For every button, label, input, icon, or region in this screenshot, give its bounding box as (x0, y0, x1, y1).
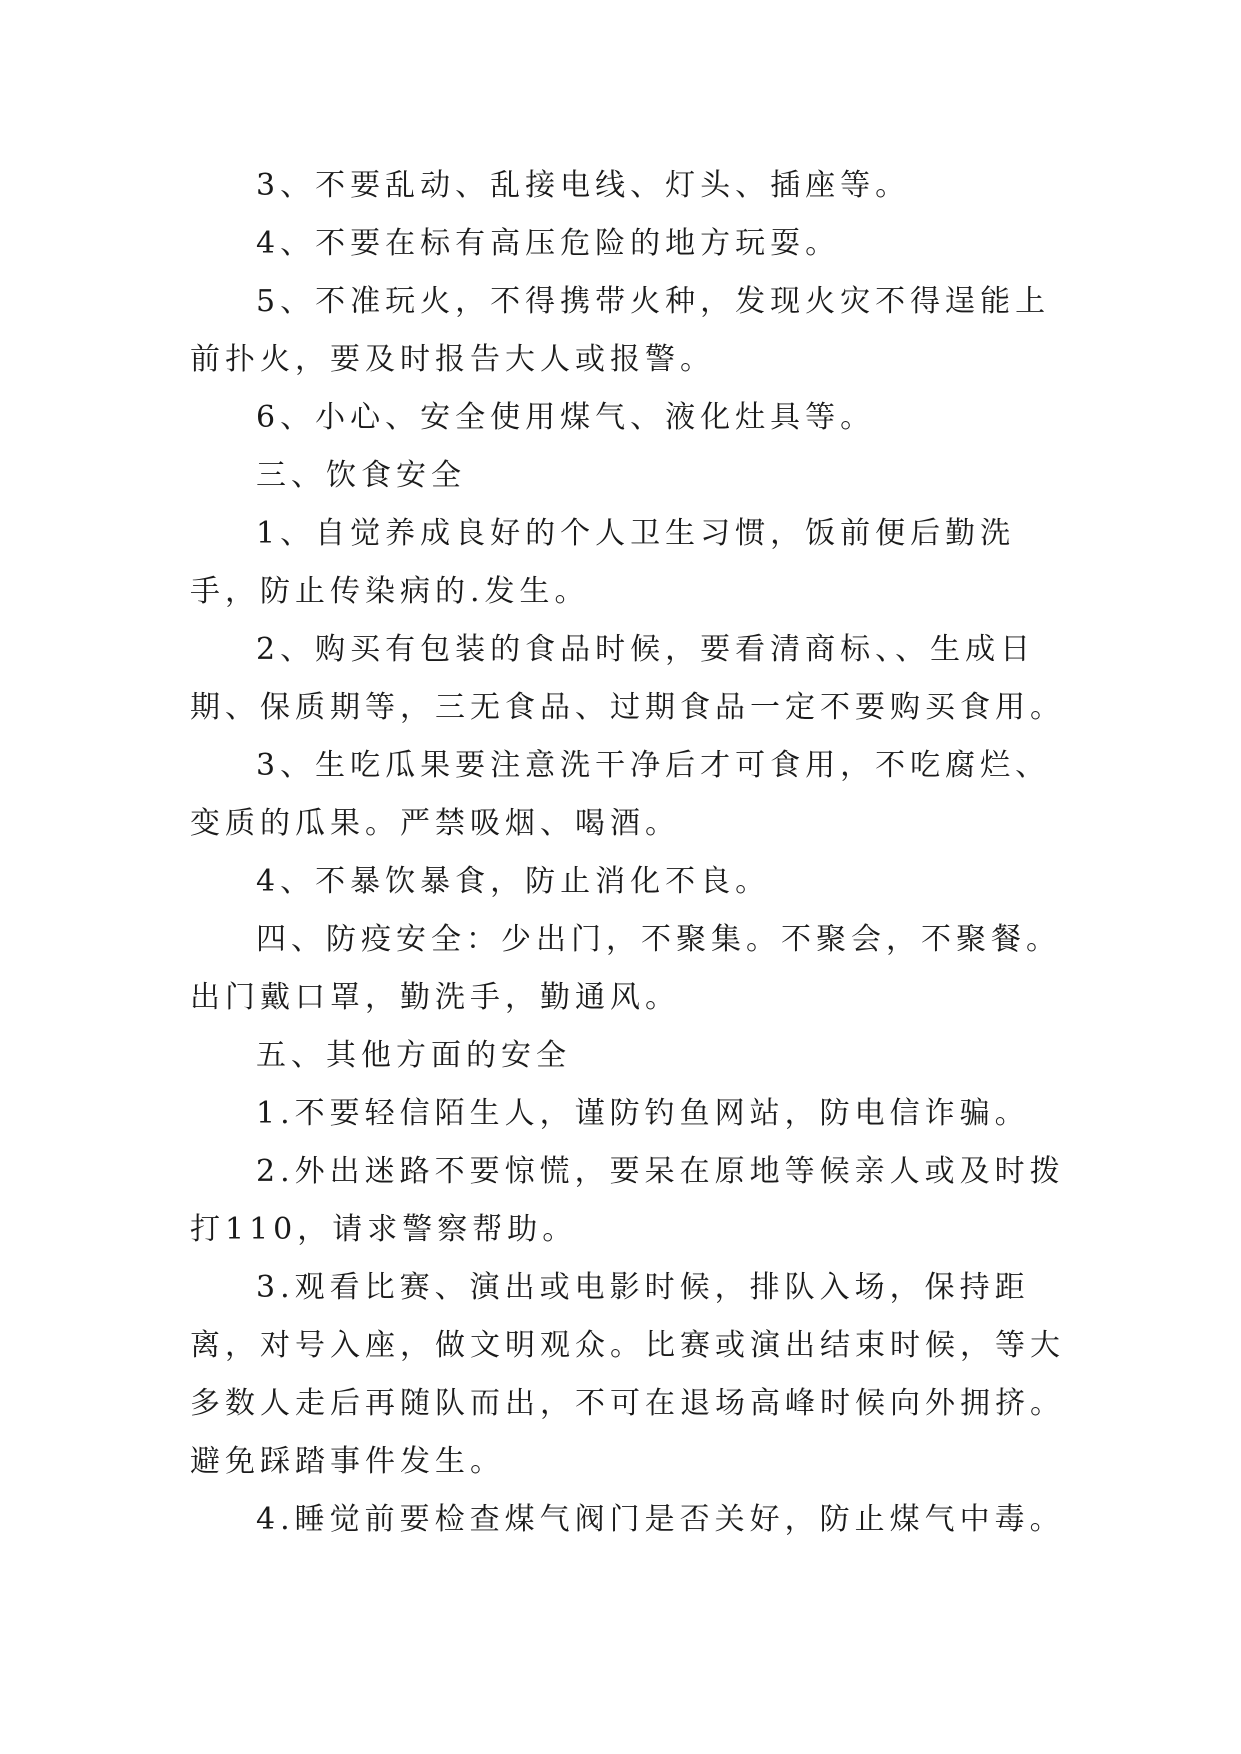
paragraph-lost: 2.外出迷路不要惊慌，要呆在原地等候亲人或及时拨打110，请求警察帮助。 (190, 1154, 1065, 1247)
paragraph-gas-valve: 4.睡觉前要检查煤气阀门是否关好，防止煤气中毒。 (256, 1502, 1065, 1537)
paragraph-fire: 5、不准玩火，不得携带火种，发现火灾不得逞能上前扑火，要及时报告大人或报警。 (190, 284, 1051, 377)
paragraph-strangers: 1.不要轻信陌生人，谨防钓鱼网站，防电信诈骗。 (256, 1096, 1030, 1131)
paragraph-hygiene: 1、自觉养成良好的个人卫生习惯，饭前便后勤洗手，防止传染病的.发生。 (190, 516, 1016, 609)
paragraph-events: 3.观看比赛、演出或电影时候，排队入场，保持距离，对号入座，做文明观众。比赛或演出结束时候，等大多数人走后再随队而出，不可在退场高峰时候向外拥挤。避免踩踏事件发生。 (190, 1270, 1065, 1479)
paragraph-fruit: 3、生吃瓜果要注意洗干净后才可食用，不吃腐烂、变质的瓜果。严禁吸烟、喝酒。 (190, 748, 1051, 841)
heading-food-safety: 三、饮食安全 (256, 458, 466, 493)
heading-epidemic-safety: 四、防疫安全：少出门，不聚集。不聚会，不聚餐。出门戴口罩，勤洗手，勤通风。 (190, 922, 1061, 1015)
paragraph-high-voltage: 4、不要在标有高压危险的地方玩耍。 (256, 226, 841, 261)
paragraph-gas-stove: 6、小心、安全使用煤气、液化灶具等。 (256, 400, 876, 435)
paragraph-packaged-food: 2、购买有包装的食品时候，要看清商标、、生成日期、保质期等，三无食品、过期食品一定不要购买食用。 (190, 632, 1065, 725)
paragraph-electric-wires: 3、不要乱动、乱接电线、灯头、插座等。 (256, 168, 911, 203)
document-body (190, 157, 1070, 1549)
paragraph-overeating: 4、不暴饮暴食，防止消化不良。 (256, 864, 771, 899)
heading-other-safety: 五、其他方面的安全 (256, 1038, 571, 1073)
